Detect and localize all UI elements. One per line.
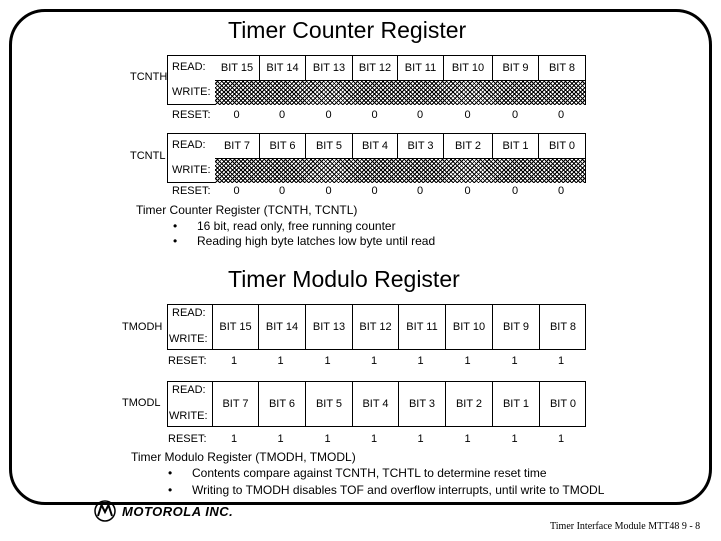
reset-value: 1 <box>417 355 424 367</box>
tmodh-reset-row <box>211 355 584 367</box>
reset-value: 1 <box>370 355 378 367</box>
reset-value: 0 <box>464 109 471 121</box>
bit-cell: BIT 0 <box>549 398 577 410</box>
reset-value: 1 <box>370 433 378 445</box>
bit-cell: BIT 2 <box>444 134 493 158</box>
reset-value: 0 <box>464 185 471 197</box>
motorola-logo <box>94 500 233 522</box>
reset-value: 1 <box>511 433 518 445</box>
bit-cell: BIT 2 <box>446 382 493 426</box>
tmodh-write-label: WRITE: <box>169 333 208 345</box>
reset-value: 0 <box>511 109 519 121</box>
reset-value: 0 <box>557 185 565 197</box>
bit-cell: BIT 13 <box>306 305 353 349</box>
reset-value: 0 <box>233 109 240 121</box>
bit-cell: BIT 12 <box>353 305 399 349</box>
tmod-bullet-1: • Contents compare against TCNTH, TCHTL to determine reset time <box>168 466 547 480</box>
tmodh-reset-label: RESET: <box>168 355 207 367</box>
bit-cell: BIT 13 <box>306 56 353 80</box>
tcntl-bit-row <box>215 134 585 158</box>
tcnt-bullet-1: • 16 bit, read only, free running counter <box>173 219 396 233</box>
tcnt-bullet-2: • Reading high byte latches low byte until read <box>173 234 436 248</box>
tcntl-read-label: READ: <box>172 139 206 151</box>
tmodh-register-box <box>167 304 586 350</box>
reset-value: 1 <box>557 433 565 445</box>
bit-cell: BIT 3 <box>399 382 446 426</box>
tcntl-reset-label: RESET: <box>172 185 211 197</box>
tmodh-read-label: READ: <box>172 307 206 319</box>
reset-value: 1 <box>277 433 284 445</box>
tmod-bullet-2: • Writing to TMODH disables TOF and overflow interrupts, until write to TMODL <box>168 483 605 497</box>
tcnth-bit-row <box>215 56 585 80</box>
bit-cell: BIT 9 <box>493 305 540 349</box>
reset-value: 0 <box>371 109 378 121</box>
tcnth-label: TCNTH <box>130 71 168 83</box>
bit-cell: BIT 8 <box>549 321 577 333</box>
bit-cell: BIT 5 <box>306 134 353 158</box>
reset-value: 1 <box>511 355 518 367</box>
tcntl-label: TCNTL <box>130 150 166 162</box>
reset-value: 0 <box>557 109 565 121</box>
bit-cell: BIT 15 <box>215 56 260 80</box>
bit-cell: BIT 0 <box>548 140 576 152</box>
tmodl-register-box <box>167 381 586 427</box>
reset-value: 1 <box>464 355 471 367</box>
reset-value: 0 <box>325 185 332 197</box>
reset-value: 1 <box>464 433 471 445</box>
tmod-description: Timer Modulo Register (TMODH, TMODL) <box>131 450 356 464</box>
bit-cell: BIT 3 <box>398 134 444 158</box>
tmodl-label: TMODL <box>122 397 161 409</box>
tmodl-read-label: READ: <box>172 384 206 396</box>
bit-cell: BIT 14 <box>259 305 306 349</box>
tcnth-write-hatch <box>215 80 585 105</box>
bit-cell: BIT 5 <box>306 382 353 426</box>
bit-cell: BIT 8 <box>548 62 576 74</box>
reset-value: 1 <box>417 433 424 445</box>
reset-value: 0 <box>511 185 519 197</box>
reset-value: 0 <box>416 109 424 121</box>
bit-cell: BIT 15 <box>213 305 259 349</box>
bit-cell: BIT 1 <box>493 134 539 158</box>
tcntl-reset-row <box>214 185 584 197</box>
tmodh-label: TMODH <box>122 321 163 333</box>
bit-cell: BIT 7 <box>215 134 260 158</box>
reset-value: 1 <box>277 355 284 367</box>
tmod-title: Timer Modulo Register <box>228 266 460 292</box>
reset-value: 0 <box>278 109 286 121</box>
reset-value: 0 <box>325 109 332 121</box>
bit-cell: BIT 1 <box>493 382 540 426</box>
bit-cell: BIT 14 <box>260 56 306 80</box>
motorola-wordmark: MOTOROLA INC. <box>122 503 234 519</box>
bit-cell: BIT 7 <box>213 382 259 426</box>
bit-cell: BIT 10 <box>446 305 493 349</box>
reset-value: 1 <box>230 355 238 367</box>
reset-value: 1 <box>324 355 331 367</box>
tcntl-write-label: WRITE: <box>172 164 211 176</box>
reset-value: 0 <box>371 185 378 197</box>
tcnt-description: Timer Counter Register (TCNTH, TCNTL) <box>136 203 358 217</box>
bit-cell: BIT 10 <box>444 56 493 80</box>
bit-cell: BIT 9 <box>493 56 539 80</box>
tcnth-reset-row <box>214 109 584 121</box>
bit-cell: BIT 4 <box>353 382 399 426</box>
motorola-batwing-icon <box>94 500 116 522</box>
bit-cell: BIT 4 <box>353 134 398 158</box>
tmodl-reset-label: RESET: <box>168 433 207 445</box>
tcnth-reset-label: RESET: <box>172 109 211 121</box>
bit-cell: BIT 6 <box>259 382 306 426</box>
tcnth-write-label: WRITE: <box>172 86 211 98</box>
reset-value: 0 <box>278 185 286 197</box>
reset-value: 0 <box>416 185 424 197</box>
tcnth-read-label: READ: <box>172 61 206 73</box>
reset-value: 1 <box>230 433 238 445</box>
tcntl-write-hatch <box>215 158 585 183</box>
tcntl-register-box <box>167 133 586 183</box>
tcnth-register-box <box>167 55 586 105</box>
tmodl-bit-row <box>212 382 586 426</box>
tmodl-reset-row <box>211 433 584 445</box>
bit-cell: BIT 11 <box>399 305 446 349</box>
page-footer: Timer Interface Module MTT48 9 - 8 <box>550 521 701 532</box>
reset-value: 0 <box>233 185 240 197</box>
tcnt-title: Timer Counter Register <box>228 17 467 43</box>
reset-value: 1 <box>557 355 565 367</box>
reset-value: 1 <box>324 433 331 445</box>
tmodh-bit-row <box>212 305 586 349</box>
tmodl-write-label: WRITE: <box>169 410 208 422</box>
bit-cell: BIT 12 <box>353 56 398 80</box>
bit-cell: BIT 11 <box>398 56 444 80</box>
bit-cell: BIT 6 <box>260 134 306 158</box>
